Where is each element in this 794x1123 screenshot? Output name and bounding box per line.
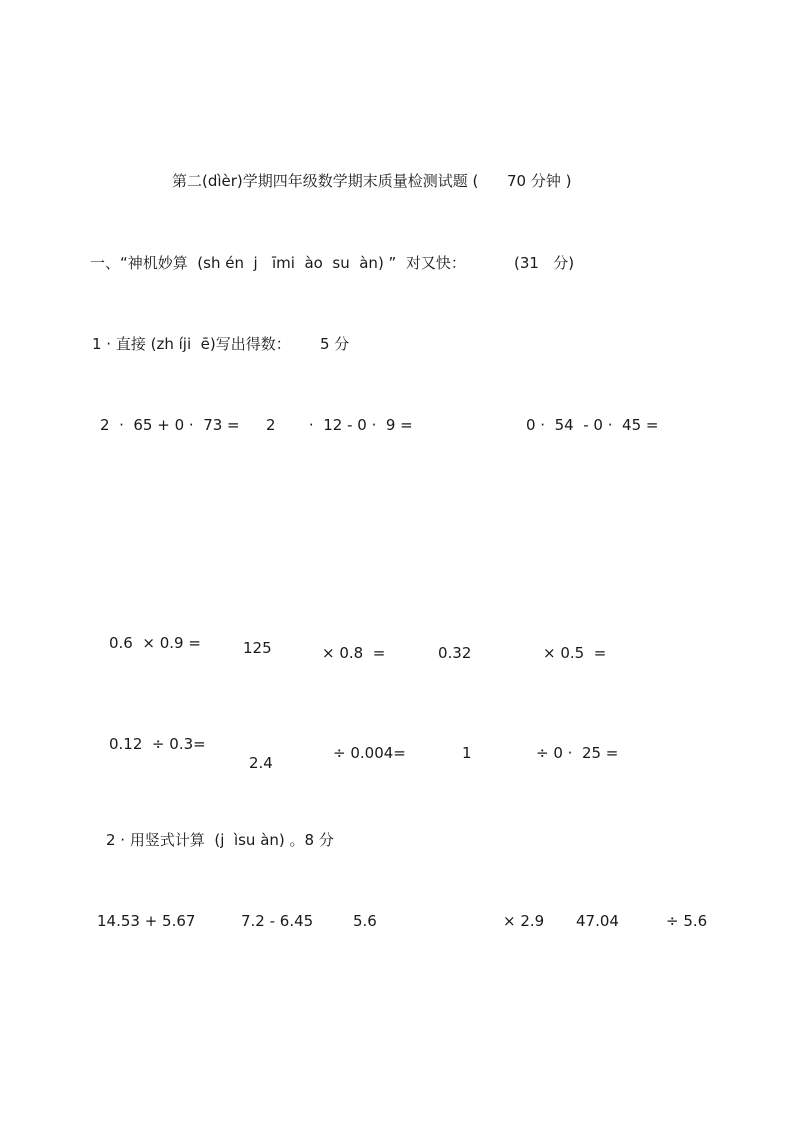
problem-2-1: 0.6 × 0.9 = — [109, 634, 201, 652]
vertical-calc-3a: 5.6 — [353, 912, 377, 930]
problem-2-2a: 125 — [243, 639, 272, 657]
problem-2-3a: 0.32 — [438, 644, 472, 662]
vertical-calc-4a: 47.04 — [576, 912, 619, 930]
vertical-calc-2: 7.2 - 6.45 — [241, 912, 314, 930]
part-2-label: 2 · 用竖式计算 (j ìsu àn) 。8 分 — [106, 831, 334, 849]
section-1-heading: 一、“神机妙算 (sh én j īmi ào su àn) ” 对又快： — [90, 254, 466, 272]
page-title: 第二(dìèr)学期四年级数学期末质量检测试题 ( 70 分钟 ) — [172, 172, 572, 190]
problem-3-2a: 2.4 — [249, 754, 273, 772]
problem-2-2b: × 0.8 = — [322, 644, 386, 662]
problem-3-1: 0.12 ÷ 0.3= — [109, 735, 206, 753]
problem-3-2b: ÷ 0.004= — [333, 744, 406, 762]
problem-2-3b: × 0.5 = — [543, 644, 607, 662]
part-1-label: 1 · 直接 (zh íji ē)写出得数： — [92, 335, 291, 353]
vertical-calc-4b: ÷ 5.6 — [666, 912, 708, 930]
problem-3-3b: ÷ 0 · 25 = — [536, 744, 619, 762]
vertical-calc-1: 14.53 + 5.67 — [97, 912, 196, 930]
problem-3-3a: 1 — [462, 744, 472, 762]
vertical-calc-3b: × 2.9 — [503, 912, 545, 930]
part-1-points: 5 分 — [320, 335, 350, 353]
problem-1-2: 2 · 12 - 0 · 9 = — [266, 416, 413, 434]
section-1-points: (31 分) — [514, 254, 575, 272]
problem-1-1: 2 · 65 + 0 · 73 = — [100, 416, 240, 434]
problem-1-3: 0 · 54 - 0 · 45 = — [526, 416, 659, 434]
